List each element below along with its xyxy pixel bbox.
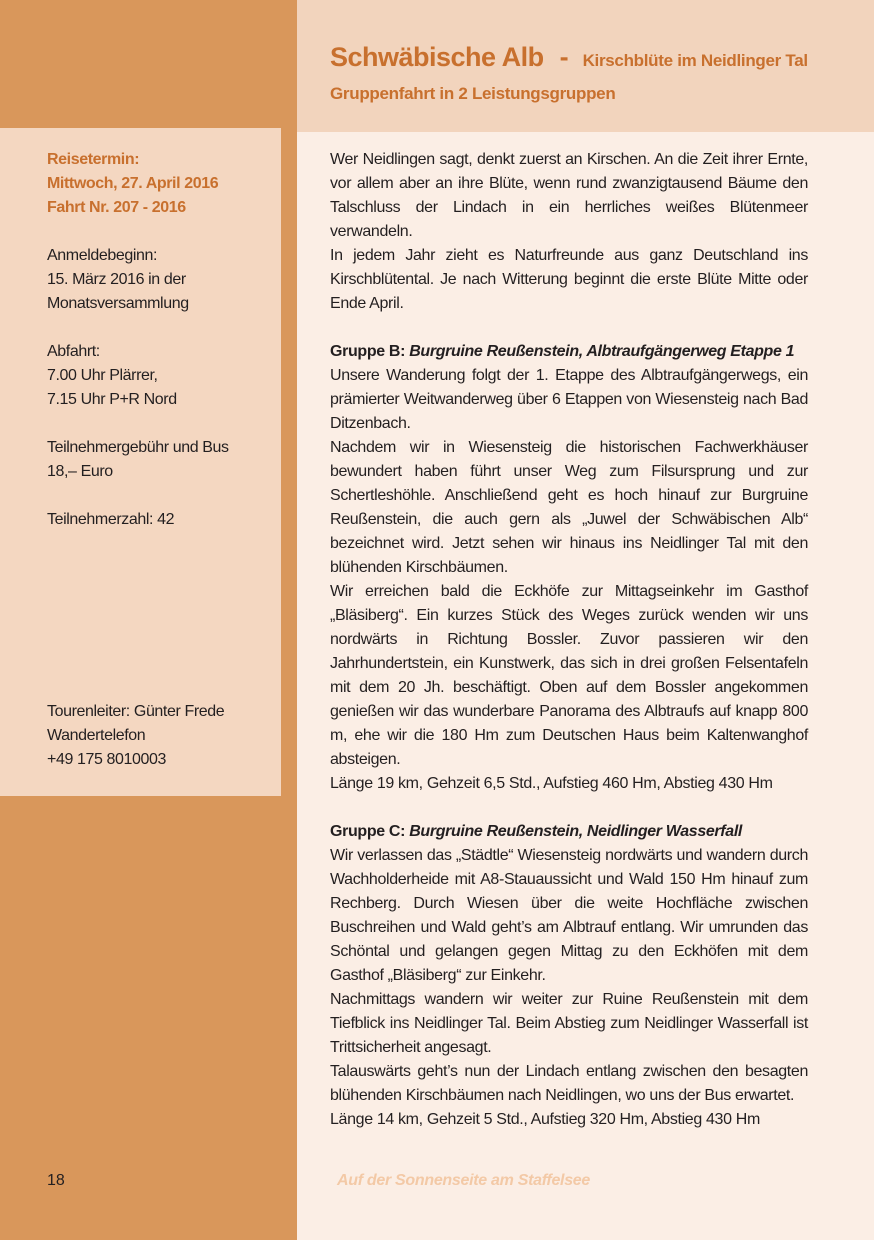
fee-value: 18,– Euro [47,463,113,480]
group-b-paragraph-2: Nachdem wir in Wiesensteig die historischen Fachwerkhäuser bewundert haben führt unser Weg zum Filsursprung und zur Schertleshöhle. Anschließend geht es hoch hinauf zur Burgruine Reußenstein, die auch gern als „Juwel der Schwäbischen Alb“ bezeichnet wird. Jetzt sehen wir hinaus ins Neidlinger Tal mit den blühenden Kirschbäumen. [330,439,808,576]
travel-date-label: Reisetermin: [47,151,140,168]
participants-info [47,508,174,532]
group-b-stats: Länge 19 km, Gehzeit 6,5 Std., Aufstieg 460 Hm, Abstieg 430 Hm [330,775,773,792]
registration-line-2: Monatsversammlung [47,295,189,312]
departure-line-2: 7.15 Uhr P+R Nord [47,391,177,408]
group-b-title: Burgruine Reußenstein, Albtraufgängerweg Etappe 1 [409,343,795,360]
group-c-paragraph-1: Wir verlassen das „Städtle“ Wiesensteig nordwärts und wandern durch Wachholderheide mit A8-Stauaussicht und Wald 150 Hm hinauf zum Rechberg. Durch Wiesen über die weite Hochfläche zwischen Buschreihen und Wald geht’s am Albtrauf entlang. Wir umrunden das Schöntal und gelangen gegen Mittag zu den Eckhöfen mit dem Gasthof „Bläsiberg“ zur Einkehr. [330,847,808,984]
spacer [330,796,808,820]
group-b-paragraph-1: Unsere Wanderung folgt der 1. Etappe des Albtraufgängerwegs, ein prämierter Weitwanderweg über 6 Etappen von Wiesensteig nach Bad Ditzenbach. [330,367,808,432]
travel-info [47,148,218,220]
group-c-label: Gruppe C: [330,823,406,840]
title-dash: - [559,42,569,72]
tour-leader-info [47,700,224,772]
registration-info [47,244,189,316]
footer-caption: Auf der Sonnenseite am Staffelsee [337,1172,590,1189]
phone-label: Wandertelefon [47,727,146,744]
page-title [330,42,808,73]
spacer [330,316,808,340]
group-b-heading [330,340,808,364]
travel-date: Mittwoch, 27. April 2016 [47,175,219,192]
trip-number: Fahrt Nr. 207 - 2016 [47,199,186,216]
registration-label: Anmeldebeginn: [47,247,158,264]
group-c-title: Burgruine Reußenstein, Neidlinger Wasserfall [409,823,743,840]
participants-count: Teilnehmerzahl: 42 [47,511,175,528]
main-content [330,148,808,1132]
fee-label: Teilnehmergebühr und Bus [47,439,229,456]
intro-paragraph-1: Wer Neidlingen sagt, denkt zuerst an Kirschen. An die Zeit ihrer Ernte, vor allem aber an ihre Blüte, wenn rund zwanzigtausend Bäume den Talschluss der Lindach in ein herrliches weißes Blütenmeer verwandeln. [330,151,808,240]
departure-label: Abfahrt: [47,343,100,360]
tour-leader: Tourenleiter: Günter Frede [47,703,225,720]
phone-number: +49 175 8010003 [47,751,167,768]
departure-info [47,340,177,412]
group-c-stats: Länge 14 km, Gehzeit 5 Std., Aufstieg 320 Hm, Abstieg 430 Hm [330,1111,760,1128]
page-number: 18 [47,1172,65,1189]
page-subtitle: Gruppenfahrt in 2 Leistungsgruppen [330,84,616,103]
group-b-paragraph-3: Wir erreichen bald die Eckhöfe zur Mittagseinkehr im Gasthof „Bläsiberg“. Ein kurzes Stück des Weges zurück wenden wir uns nordwärts in Richtung Bossler. Zuvor passieren wir den Jahrhundertstein, ein Kunstwerk, das sich in drei großen Felsentafeln mit dem 20 Jh. beschäftigt. Oben auf dem Bossler angekommen genießen wir das wunderbare Panorama des Albtraufs auf knapp 800 m, ehe wir die 180 Hm zum Deutschen Haus beim Kaltenwanghof absteigen. [330,583,808,768]
group-c-paragraph-3: Talauswärts geht’s nun der Lindach entlang zwischen den besagten blühenden Kirschbäumen nach Neidlingen, wo uns der Bus erwartet. [330,1063,808,1104]
fee-info [47,436,229,484]
departure-line-1: 7.00 Uhr Plärrer, [47,367,158,384]
group-c-heading [330,820,808,844]
intro-paragraph-2: In jedem Jahr zieht es Naturfreunde aus ganz Deutschland ins Kirschblütental. Je nach Witterung beginnt die erste Blüte Mitte oder Ende April. [330,247,808,312]
registration-line-1: 15. März 2016 in der [47,271,186,288]
title-main: Schwäbische Alb [330,42,544,72]
group-b-label: Gruppe B: [330,343,406,360]
group-c-paragraph-2: Nachmittags wandern wir weiter zur Ruine Reußenstein mit dem Tiefblick ins Neidlinger Tal. Beim Abstieg zum Neidlinger Wasserfall ist Trittsicherheit angesagt. [330,991,808,1056]
title-sub: Kirschblüte im Neidlinger Tal [582,51,808,70]
